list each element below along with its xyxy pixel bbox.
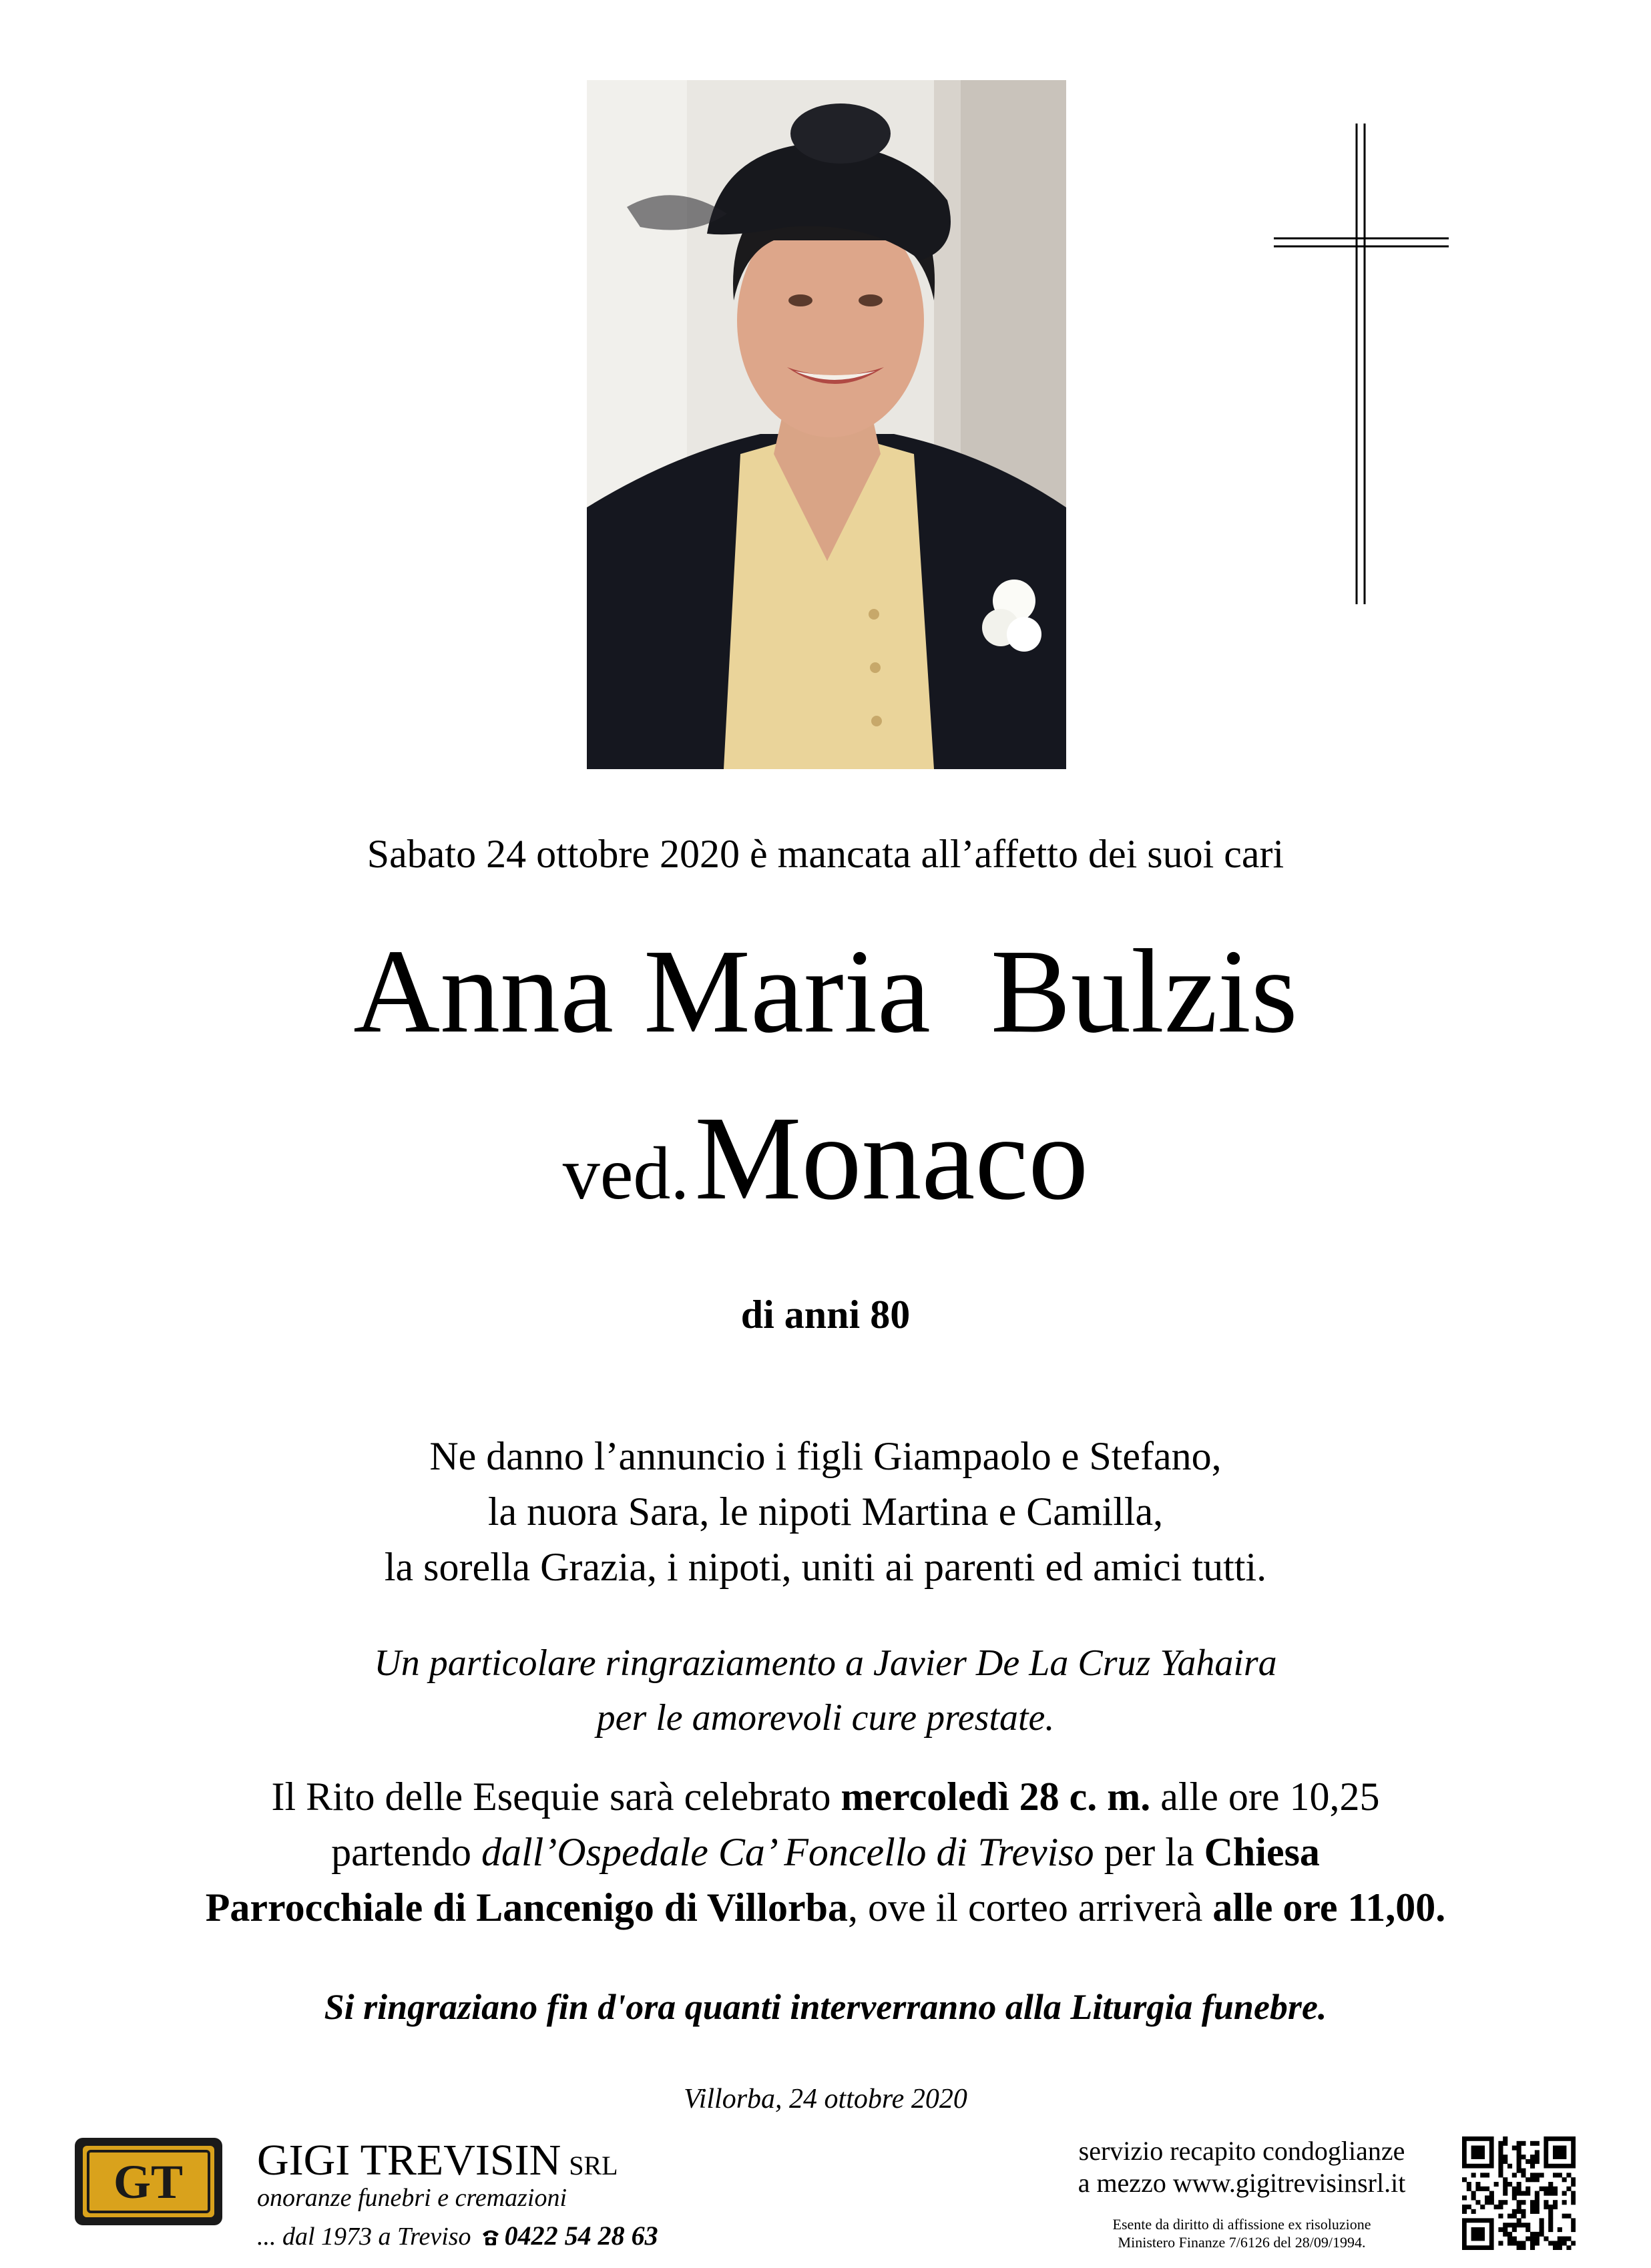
company-suffix: SRL xyxy=(569,2150,618,2181)
rite-text: , ove il corteo arriverà xyxy=(848,1885,1213,1930)
exempt-line: Ministero Finanze 7/6126 del 28/09/1994. xyxy=(1118,2234,1366,2251)
widow-prefix: ved. xyxy=(562,1132,690,1215)
deceased-name: Anna Maria Bulzis xyxy=(353,925,1298,1058)
company-phone[interactable]: 0422 54 28 63 xyxy=(504,2221,658,2251)
age-text: di anni 80 xyxy=(740,1293,911,1337)
married-surname: Monaco xyxy=(694,1092,1089,1224)
rite-departure: dall’Ospedale Ca’ Foncello di Treviso xyxy=(481,1830,1094,1874)
special-thanks xyxy=(0,1636,1651,1745)
service-website[interactable]: a mezzo www.gigitrevisinsrl.it xyxy=(1078,2168,1406,2198)
gratitude-text: Si ringraziano fin d'ora quanti interverranno alla Liturgia funebre. xyxy=(324,1987,1327,2027)
thanks-line: per le amorevoli cure prestate. xyxy=(596,1697,1055,1739)
rite-time: alle ore 10,25 xyxy=(1150,1775,1380,1819)
company-contact xyxy=(257,2220,658,2251)
exempt-line: Esente da diritto di affissione ex risoluzione xyxy=(1112,2216,1371,2233)
rite-arrival-time: alle ore 11,00. xyxy=(1212,1885,1446,1930)
family-line: Ne danno l’annuncio i figli Giampaolo e Stefano, xyxy=(429,1434,1222,1478)
rite-text: partendo xyxy=(331,1830,481,1874)
company-subtitle: onoranze funebri e cremazioni xyxy=(257,2184,567,2212)
company-since: ... dal 1973 a Treviso xyxy=(257,2223,471,2251)
married-name xyxy=(0,1092,1651,1224)
rite-line xyxy=(0,1769,1651,1825)
service-line: servizio recapito condoglianze xyxy=(1078,2136,1405,2166)
rite-church: Chiesa xyxy=(1204,1830,1320,1874)
qr-code-icon[interactable] xyxy=(1462,2136,1576,2250)
funeral-rite-details xyxy=(0,1769,1651,1936)
thanks-line: Un particolare ringraziamento a Javier De La Cruz Yahaira xyxy=(374,1642,1277,1684)
telephone-icon xyxy=(481,2228,501,2247)
rite-church: Parrocchiale di Lancenigo di Villorba xyxy=(205,1885,848,1930)
exemption-note xyxy=(1041,2215,1442,2251)
rite-date: mercoledì 28 c. m. xyxy=(841,1775,1151,1819)
condolence-service xyxy=(1041,2135,1442,2199)
place-date: Villorba, 24 ottobre 2020 xyxy=(684,2084,967,2114)
company-logo xyxy=(73,2136,224,2227)
company-name xyxy=(257,2135,618,2186)
family-announcement xyxy=(0,1429,1651,1595)
cross-icon xyxy=(1268,124,1455,604)
rite-line xyxy=(0,1825,1651,1880)
portrait-photo xyxy=(587,80,1066,769)
rite-text: Il Rito delle Esequie sarà celebrato xyxy=(271,1775,841,1819)
announcement-text: Sabato 24 ottobre 2020 è mancata all’affetto dei suoi cari xyxy=(367,832,1284,876)
family-line: la sorella Grazia, i nipoti, uniti ai parenti ed amici tutti. xyxy=(384,1545,1267,1589)
rite-line xyxy=(0,1880,1651,1936)
family-line: la nuora Sara, le nipoti Martina e Camilla, xyxy=(487,1490,1164,1534)
company-name-text: GIGI TREVISIN xyxy=(257,2136,561,2185)
rite-text: per la xyxy=(1094,1830,1204,1874)
logo-text: GT xyxy=(113,2155,184,2209)
